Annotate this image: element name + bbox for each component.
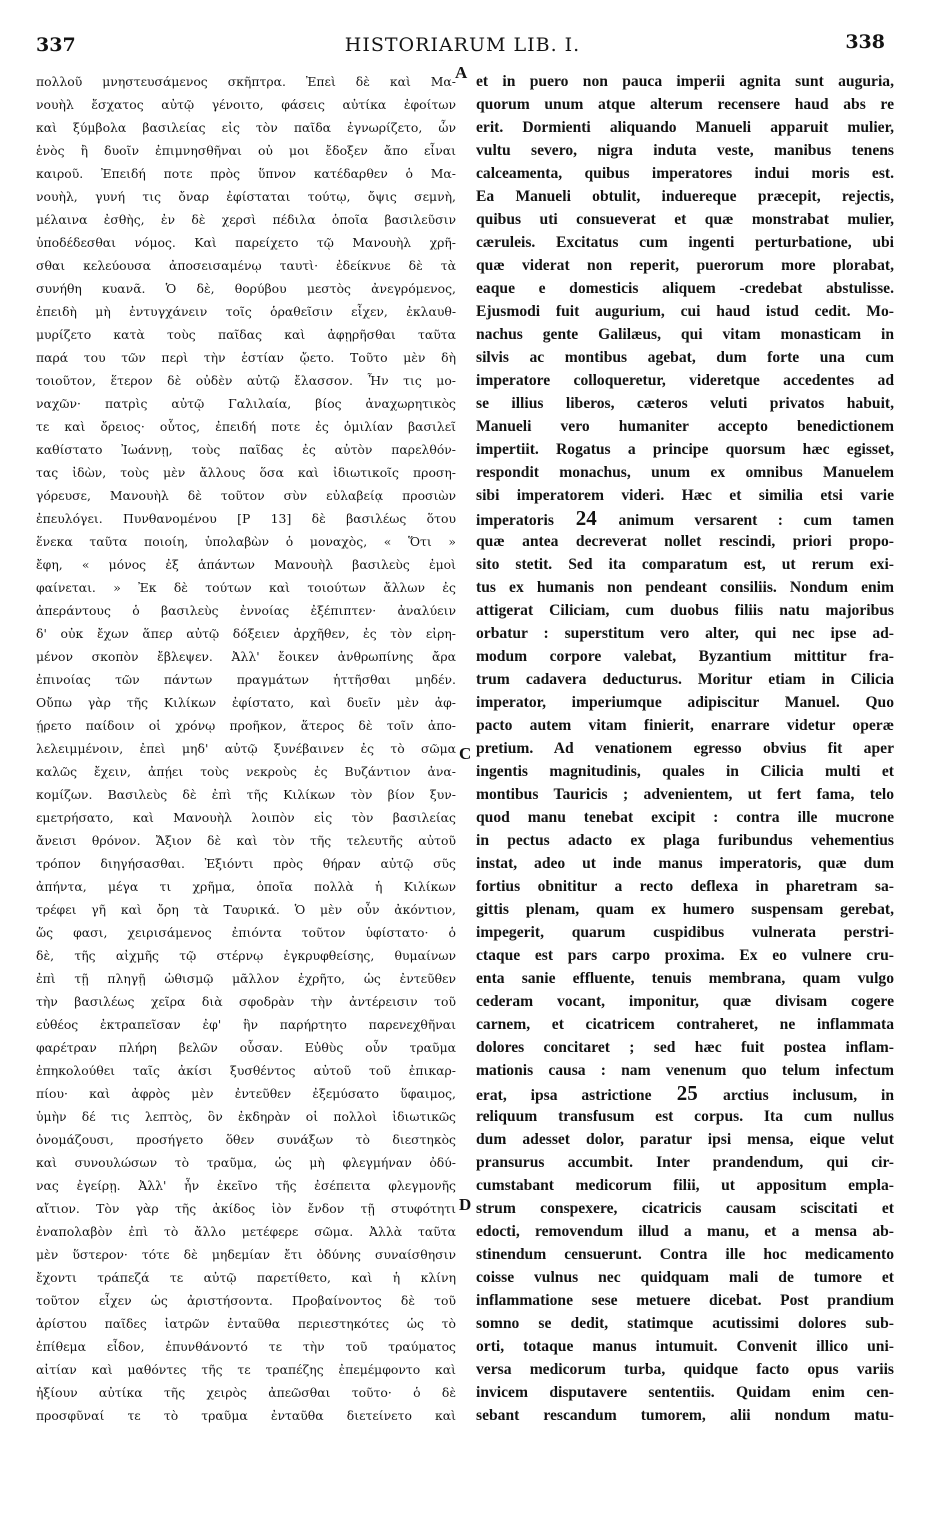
latin-text-line: respondit monachus, unum ex omnibus Manuelem [476, 464, 894, 481]
greek-text-line: τρόπον διηγήσασθαι. Ἐξιόντι πρὸς θήραν αὐτῷ σῦς [36, 856, 456, 871]
latin-text-line: in pectus adacto ex plaga furibundus vehementius [476, 832, 894, 849]
latin-text-line: calceamenta, quibus imperatores indui moris est. [476, 165, 894, 182]
greek-text-line: αἴτιον. Τὸν γὰρ τῆς ἀκίδος ἰὸν ἔνδον τῇ στυφότητι [36, 1201, 456, 1216]
greek-text-line: ἠξίουν αὐτίκα τῆς χειρὸς ἀπεῶσθαι τοῦτο· ὁ δὲ [36, 1385, 456, 1400]
greek-text-line: ἀπεράντους ὁ βασιλεὺς ἐννοίας ἐξέπιπτεν· ἀναλύειν [36, 603, 456, 618]
latin-text-line: orti, totaque manus intumuit. Convenit illico uni- [476, 1338, 894, 1355]
latin-text-line: instat, adeo ut inde manus imperatoris, quæ dum [476, 855, 894, 872]
page-number-left: 337 [36, 34, 76, 56]
greek-text-line: ἐπειδὴ μὴ ἐντυγχάνειν τοῖς ὁραθεῖσιν εἶχεν, ἐκλαυθ- [36, 304, 456, 319]
latin-text-line: et in puero non pauca imperii agnita sunt auguria, [476, 73, 894, 90]
latin-text-line: quæ antea decreverat nollet rescindi, priori propo- [476, 533, 894, 550]
latin-text-line: tus ex humanis non pendeant consiliis. Nondum enim [476, 579, 894, 596]
latin-text-line: cederam vocant, imponitur, quæ divisam cogere [476, 993, 894, 1010]
latin-text-line: dum adesset dolor, paratur ipsi mensa, eique velut [476, 1131, 894, 1148]
section-marker-d: D [459, 1195, 472, 1214]
latin-text-line: nachus gente Galilæus, qui vitam monasticam in [476, 326, 894, 343]
latin-text-line: Ejusmodi fuit augurium, cui haud istud cedit. Mo- [476, 303, 894, 320]
latin-text-line: cæruleis. Excitatus cum ingenti perturbatione, ubi [476, 234, 894, 251]
greek-text-line: πίου· καὶ ἀφρὸς μὲν ἐντεῦθεν ἐξεμύσατο ὕφαιμος, [36, 1086, 456, 1101]
latin-text-line: fortius obnititur a recto deflexa in pharetram sa- [476, 878, 894, 895]
greek-text-line: μυρίζετο κατὰ τοὺς παῖδας καὶ ἀφῃρῆσθαι ταῦτα [36, 327, 456, 342]
greek-text-line: νουὴλ, γυνή τις ὄναρ ἐφίσταται τούτῳ, ὄψις σεμνὴ, [36, 189, 456, 204]
section-marker-a: A [455, 63, 468, 82]
latin-text-line: Manueli vero humaniter accepto benedictionem [476, 418, 894, 435]
greek-text-line: προσφῦναί τε τὸ τραῦμα ἐνταῦθα διετείνετο καὶ [36, 1408, 456, 1423]
latin-text-line: edocti, removendum illud a manu, et a mensa ab- [476, 1223, 894, 1240]
latin-text-line: enta sanie effluente, tenuis membrana, quam vulgo [476, 970, 894, 987]
greek-text-line: ἑνὸς ἢ δυοῖν ἐπιμνησθῆναι οὐ μοι ἔδοξεν ἄπο εἶναι [36, 143, 456, 158]
latin-text-line: se illius liberos, cæteros veluti privatos habuit, [476, 395, 894, 412]
latin-text-line: eaque e domesticis aliquem -credebat abstulisse. [476, 280, 894, 297]
latin-text-line: invicem disputavere sententiis. Quidam enim cen- [476, 1384, 894, 1401]
latin-text-line: impegerit, quarum cuspidibus vulnerata perstri- [476, 924, 894, 941]
greek-text-line: ἄνεισι θρόνον. Ἄξιον δὲ καὶ τὸν τῆς τελευτῆς αὐτοῦ [36, 833, 456, 848]
page-header [0, 31, 925, 64]
latin-text-line: cumstabant medicorum filii, ut appositum empla- [476, 1177, 894, 1194]
greek-text-line: καλῶς ἔχειν, ἀπῄει τοὺς νεκροὺς ἐς Βυζάντιον ἀνα- [36, 764, 456, 779]
greek-text-line: συνήθη κυανᾶ. Ὁ δὲ, θορύβου μεστὸς ἀνεγρόμενος, [36, 281, 456, 296]
greek-text-line: ἐπὶ τῇ πληγῇ ὠθισμῷ μᾶλλον ἐχρῆτο, ὡς ἐντεῦθεν [36, 971, 456, 986]
greek-text-line: μὲν ὕστερον· τότε δὲ μηδεμίαν ἔτι ὀδύνης συναίσθησιν [36, 1247, 456, 1262]
latin-text-line: coisse vulnus nec quidquam mali de tumore et [476, 1269, 894, 1286]
greek-text-line: τοιοῦτον, ἕτερον δὲ οὐδὲν αὐτῷ ἔλασσον. Ἦν τις μο- [36, 373, 456, 388]
latin-text-line: trum cadavera deducturus. Moritur etiam in Cilicia [476, 671, 894, 688]
latin-text-line: erit. Dormienti aliquando Manueli apparuit mulier, [476, 119, 894, 136]
latin-text-line: quæ viderat non reperit, puerorum more plorabat, [476, 257, 894, 274]
greek-text-line: τρέφει γῆ καὶ ὄρη τὰ Ταυρικά. Ὁ μὲν οὖν ἀκόντιον, [36, 902, 456, 917]
greek-text-line: δὲ, τῆς αἰχμῆς τῷ στέρνῳ ἐγκρυφθείσης, θυμαίνων [36, 948, 456, 963]
greek-text-line: αἰτίαν καὶ μαθόντες τῆς τε τραπέζης ἐπεμέμφοντο καὶ [36, 1362, 456, 1377]
greek-text-line: φαρέτραν πλήρη βελῶν οὖσαν. Εὐθὺς οὖν τραῦμα [36, 1040, 456, 1055]
greek-text-line: ἐπευλόγει. Πυνθανομένου [P 13] δὲ βασιλέως ὅτου [36, 511, 456, 526]
latin-text-line: modum corpore valebat, Byzantium mittitur fra- [476, 648, 894, 665]
greek-text-line: ὑποδέδεσθαι νόμος. Καὶ παρείχετο τῷ Μανουὴλ χρῆ- [36, 235, 456, 250]
latin-text-line: stinendum censuerunt. Contra ille hoc medicamento [476, 1246, 894, 1263]
latin-text-line: sebant rescandum tumorem, alii nondum matu- [476, 1407, 894, 1424]
latin-text-line: pretium. Ad venationem egresso obvius fit aper [476, 740, 894, 757]
latin-text-line: montibus Tauricis ; advenientem, ut fert fama, telo [476, 786, 894, 803]
marginal-page-number: 25 [651, 1082, 724, 1105]
latin-text-line: impertiit. Rogatus a principe quorsum hæc egisset, [476, 441, 894, 458]
greek-text-line: γόρευσε, Μανουὴλ δὲ τοῦτον σὺν εὐλαβείᾳ προσιὼν [36, 488, 456, 503]
greek-text-line: ἐπίθεμα εἶδον, ἐπυνθάνοντό τε τὴν τοῦ τραύματος [36, 1339, 456, 1354]
greek-text-line: ῄρετο παίδοιν οἱ χρόνῳ προῆκον, ἅτερος δὲ τοῖν ἀπο- [36, 718, 456, 733]
latin-text-line: mationis causa : nam venenum quo telum infectum [476, 1062, 894, 1079]
greek-text-line: ἐναπολαβὸν ἐπὶ τὸ ἄλλο μετέφερε σῶμα. Ἀλλὰ ταῦτα [36, 1224, 456, 1239]
greek-text-line: ἔχοντι τράπεζά τε αὐτῷ παρετίθετο, καὶ ἡ κλίνη [36, 1270, 456, 1285]
latin-text-line: pransurus accumbit. Inter prandendum, qui cir- [476, 1154, 894, 1171]
greek-text-line: καιροῦ. Ἐπειδή ποτε πρὸς ὕπνον κατέδαρθεν ὁ Μα- [36, 166, 456, 181]
latin-text-line: dolores concitaret ; sed hæc fuit postea inflam- [476, 1039, 894, 1056]
greek-text-line: ἐπηκολούθει ταῖς ἀκίσι ξυσθέντος αὐτοῦ τοῦ ἐπικαρ- [36, 1063, 456, 1078]
latin-text-line: Ea Manueli obtulit, induereque præcepit, rejectis, [476, 188, 894, 205]
greek-text-line: μένον σκοπὸν ἔβλεψεν. Ἀλλ' ἔοικεν ἀνθρωπίνης ἄρα [36, 649, 456, 664]
greek-text-line: μέλαινα ἐσθὴς, ἐν δὲ χερσὶ πέδιλα ὁποῖα βασιλεῦσιν [36, 212, 456, 227]
greek-text-column [36, 70, 456, 1427]
greek-text-line: εὐθέος ἐκτραπεῖσαν ἐφ' ἣν παρήρτητο παρενεχθῆναι [36, 1017, 456, 1032]
latin-text-line: imperatoris 24 animum versarent : cum tamen [476, 507, 894, 530]
greek-text-line: καὶ ξύμβολα βασιλείας εἰς τὸν παῖδα ἐγνωρίζετο, ὧν [36, 120, 456, 135]
greek-text-line: ἕνεκα ταῦτα ποιοίη, ὑπολαβὼν ὁ μοναχὸς, « Ὅτι » [36, 534, 456, 549]
latin-text-line: silvis ac montibus agebat, dum forte una cum [476, 349, 894, 366]
greek-text-line: πολλοῦ μνηστευσάμενος σκῆπτρα. Ἐπεὶ δὲ καὶ Μα- [36, 74, 456, 89]
running-title: HISTORIARUM LIB. I. [344, 34, 581, 56]
greek-text-line: ὑμὴν δέ τις λεπτὸς, ὃν ἐκδηρὰν οἱ πολλοὶ ἰδιωτικῶς [36, 1109, 456, 1124]
greek-text-line: ἔφη, « μόνος ἐξ ἁπάντων Μανουὴλ βασιλεὺς ἐμοὶ [36, 557, 456, 572]
greek-text-line: καὶ συνουλώσων τὸ τραῦμα, ὡς μὴ φλεγμήναν ὀδύ- [36, 1155, 456, 1170]
latin-text-line: gittis plenam, quam ex humero suspensam gerebat, [476, 901, 894, 918]
greek-text-line: εμετρήσατο, καὶ Μανουὴλ λοιπὸν εἰς τὸν βασιλείας [36, 810, 456, 825]
greek-text-line: ἀπήντα, μέγα τι χρῆμα, ὁποῖα πολλὰ ἡ Κιλίκων [36, 879, 456, 894]
greek-text-line: ὀνομάζουσι, προσήγετο ὅθεν συνάξων τὸ διεστηκὸς [36, 1132, 456, 1147]
latin-text-line: ingentis magnitudinis, quales in Cilicia multi et [476, 763, 894, 780]
latin-text-column [476, 70, 894, 1427]
section-marker-c: C [459, 744, 472, 763]
latin-text-line: inflammatione sese metuere dicebat. Post prandium [476, 1292, 894, 1309]
greek-text-line: καθίστατο Ἰωάννῃ, τοὺς παῖδας ἐς αὐτὸν παρελθόν- [36, 442, 456, 457]
latin-text-line: vultu severo, nigra induta veste, manibus tenens [476, 142, 894, 159]
greek-text-line: λελειμμένοιν, ἐπεὶ μηδ' αὐτῷ ξυνέβαινεν ἐς τὸ σῶμα [36, 741, 456, 756]
greek-text-line: ναχῶν· πατρὶς αὐτῷ Γαλιλαία, βίος ἀναχωρητικὸς [36, 396, 456, 411]
greek-text-line: τοῦτον εἶχεν ὡς ἀριστήσοντα. Προβαίνοντος δὲ τοῦ [36, 1293, 456, 1308]
greek-text-line: Οὔπω γὰρ τῆς Κιλίκων ἐφίστατο, καὶ δυεῖν μὲν ἀφ- [36, 695, 456, 710]
latin-text-line: somno se dedit, statimque acutissimi dolores sub- [476, 1315, 894, 1332]
greek-text-line: σθαι κελεύουσα ἀποσεισαμένῳ ταυτὶ· ἐδείκνυε δὲ τὰ [36, 258, 456, 273]
greek-text-line: νουὴλ ἔσχατος αὐτῷ γένοιτο, φάσεις αὐτίκα ἐφοίτων [36, 97, 456, 112]
greek-text-line: φαίνεται. » Ἐκ δὲ τούτων καὶ τοιούτων ἄλλων ἐς [36, 580, 456, 595]
greek-text-line: ἀρίστου παῖδες ἰατρῶν ἐνταῦθα περιεστηκότες ὡς τὸ [36, 1316, 456, 1331]
latin-text-line: versa medicorum turba, quidque facto opus variis [476, 1361, 894, 1378]
greek-text-line: νας ἐγείρῃ. Ἀλλ' ἦν ἐκεῖνο τῆς ἐσέπειτα φλεγμονῆς [36, 1178, 456, 1193]
greek-text-line: τε καὶ ὄρειος· οὗτος, ἐπειδή ποτε ἐς ὁμιλίαν βασιλεῖ [36, 419, 456, 434]
latin-text-line: quorum unum atque alterum recensere haud abs re [476, 96, 894, 113]
page-number-right: 338 [845, 31, 885, 53]
greek-text-line: ὥς φασι, χειρισάμενος ἐπιόντα τοῦτον ὑφίστατο· ὁ [36, 925, 456, 940]
latin-text-line: orbatur : superstitum vero alter, qui nec ipse ad- [476, 625, 894, 642]
greek-text-line: τας ἰδὼν, τοὺς μὲν ἄλλους ὅσα καὶ ἰδιωτικοῖς προση- [36, 465, 456, 480]
greek-text-line: ἐπινοίας τῶν πάντων πραγμάτων ἡττῆσθαι μηδέν. [36, 672, 456, 687]
greek-text-line: δ' οὐκ ἔχων ἅπερ αὐτῷ δόξειεν ἀρχῆθεν, ἐς τὸν εἰρη- [36, 626, 456, 641]
greek-text-line: κομίζων. Βασιλεὺς δὲ ἐπὶ τῆς Κιλίκων τὸν βίον ξυν- [36, 787, 456, 802]
latin-text-line: quibus uti consueverat et quæ monstrabat mulier, [476, 211, 894, 228]
latin-text-line: erat, ipsa astrictione 25 arctius inclusum, in [476, 1082, 894, 1105]
greek-text-line: τὴν βασιλέως χεῖρα διὰ σφοδρὰν τὴν ἀντέρεισιν τοῦ [36, 994, 456, 1009]
latin-text-line: imperator, imperiumque adipiscitur Manuel. Quo [476, 694, 894, 711]
latin-text-line: ctaque est pars carpo proxima. Ex eo vulnere cru- [476, 947, 894, 964]
latin-text-line: strum conspexere, cicatricis causam sciscitati et [476, 1200, 894, 1217]
latin-text-line: imperatore colloqueretur, videretque accedentes ad [476, 372, 894, 389]
latin-text-line: attigerat Ciliciam, cum duobus filiis natu majoribus [476, 602, 894, 619]
latin-text-line: sibi imperatorem videri. Hæc et similia etsi varie [476, 487, 894, 504]
greek-text-line: παρά του τῶν περὶ τὴν ἑστίαν ᾤετο. Τοῦτο μὲν δὴ [36, 350, 456, 365]
marginal-page-number: 24 [553, 507, 619, 530]
latin-text-line: quod manu tenebat excipit : contra ille mucrone [476, 809, 894, 826]
latin-text-line: pacto autem vitam finierit, enarrare videtur operæ [476, 717, 894, 734]
latin-text-line: reliquum transfusum est corpus. Ita cum nullus [476, 1108, 894, 1125]
latin-text-line: sito stetit. Sed ita comparatum est, ut rerum exi- [476, 556, 894, 573]
latin-text-line: carnem, et cicatricem contraheret, ne inflammata [476, 1016, 894, 1033]
